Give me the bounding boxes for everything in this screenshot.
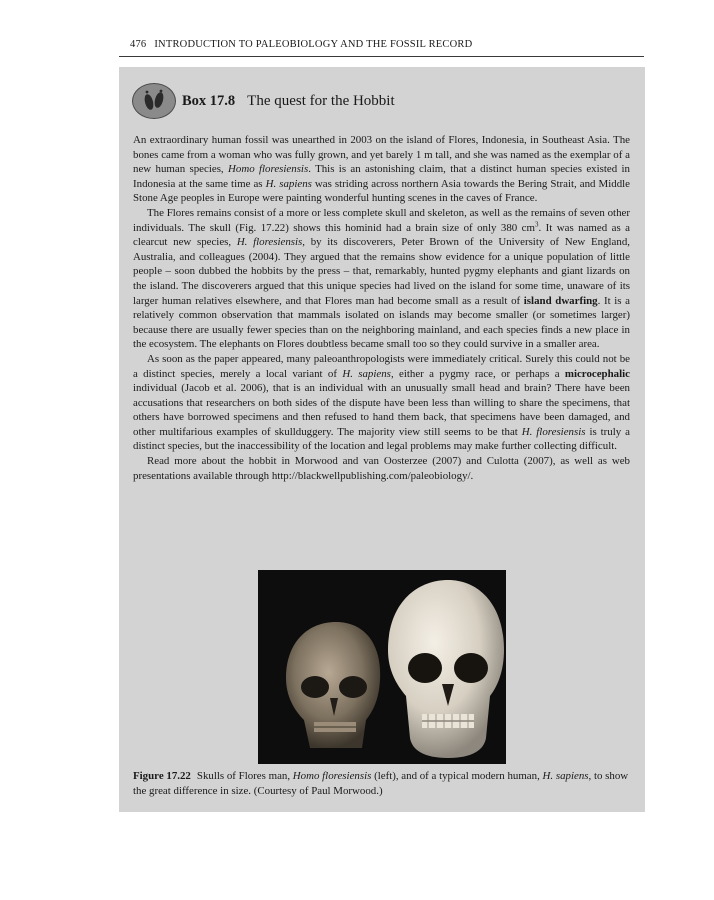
- text-run: The Flores remains consist of a more or less complete skull and skeleton, as well as the remains of seven other individuals. The skull (Fig. 17.22) shows this hominid had a brain size of only 380 cm: [133, 206, 630, 234]
- box-title: The quest for the Hobbit: [247, 92, 395, 109]
- running-head: [130, 39, 644, 50]
- header-rule: [119, 56, 644, 57]
- caption-text: , to show the great difference in size. (Courtesy of Paul Morwood.): [133, 770, 629, 797]
- species-name: Homo floresiensis: [292, 770, 372, 782]
- box-label: Box 17.8: [182, 92, 236, 109]
- running-head-title: INTRODUCTION TO PALEOBIOLOGY AND THE FOSSIL RECORD: [154, 39, 473, 50]
- caption-text: Skulls of Flores man,: [196, 770, 293, 782]
- box-header: [132, 83, 612, 119]
- text-run: . This is an astonishing claim, that a distinct human species existed in Indonesia at the same time as: [133, 163, 630, 190]
- species-name: H. sapiens: [265, 177, 312, 190]
- text-run: An extraordinary human fossil was unearthed in 2003 on the island of Flores, Indonesia, in Southeast Asia. The bones came from a woman who was fully grown, and yet barely 1 m tall, and she was named as the exemplar of a new human species,: [133, 134, 630, 176]
- species-name: H. floresiensis: [236, 236, 303, 249]
- page-number: 476: [130, 39, 147, 50]
- paragraph-1: [133, 133, 630, 206]
- text-run: . It is a relatively common observation that mammals isolated on islands may become smaller (or sometimes larger) because there are usually fewer species than on the neighboring mainland, and each species finds a new place in the ecosystem. The elephants on Flores doubtless became small too so they could survive in a smaller area.: [133, 294, 630, 351]
- paragraph-3: [133, 352, 630, 454]
- key-term: microcephalic: [564, 367, 631, 380]
- species-name: H. sapiens: [542, 770, 589, 782]
- skulls-photo: [258, 570, 506, 764]
- text-run: , either a pygmy race, or perhaps a: [390, 367, 565, 380]
- figure-label: Figure 17.22: [133, 770, 191, 782]
- box-17-8: [119, 67, 645, 812]
- text-run: As soon as the paper appeared, many paleoanthropologists were immediately critical. Surely this could not be a distinct species, merely a local variant of: [133, 352, 630, 380]
- paragraph-4: [133, 454, 630, 483]
- text-run: Read more about the hobbit in Morwood and van Oosterzee (2007) and Culotta (2007), as well as web presentations available through http://blackwellpublishing.com/paleobiology/.: [133, 455, 630, 482]
- species-name: Homo floresiensis: [228, 163, 309, 176]
- figure-caption: [133, 769, 630, 799]
- species-name: H. floresiensis: [521, 425, 586, 438]
- text-run: . It was named as a clearcut new species,: [133, 221, 630, 249]
- key-term: island dwarfing: [523, 294, 598, 307]
- species-name: H. sapiens: [342, 367, 391, 380]
- box-body: [133, 133, 630, 483]
- superscript: 3: [535, 219, 539, 228]
- paragraph-2: [133, 206, 630, 352]
- text-run: is truly a distinct species, but the inaccessibility of the location and legal problems may make further collecting difficult.: [133, 425, 630, 453]
- footprints-icon: [132, 83, 176, 119]
- text-run: , by its discoverers, Peter Brown of the University of New England, Australia, and colleagues (2004). They argued that the remains show evidence for a unique population of little people – soon dubbed the hobbits by the press – that, remarkably, hunted pygmy elephants and giant lizards on the island. The discoverers argued that this unique species had lived on the island for some time, unaware of its larger human relatives elsewhere, and that Flores man had become small as a result of: [133, 236, 630, 307]
- text-run: individual (Jacob et al. 2006), that is an individual with an unusually small head and brain? There have been accusations that researchers on both sides of the dispute have been less than willing to share the specimens, that others have borrowed specimens and then refused to hand them back, that specimens have been damaged, and other multifarious examples of skullduggery. The majority view still seems to be that: [133, 382, 630, 438]
- text-run: was striding across northern Asia towards the Bering Strait, and Middle Stone Age peoples in Europe were painting wonderful hunting scenes in the caves of France.: [133, 177, 630, 205]
- caption-text: (left), and of a typical modern human,: [371, 770, 543, 782]
